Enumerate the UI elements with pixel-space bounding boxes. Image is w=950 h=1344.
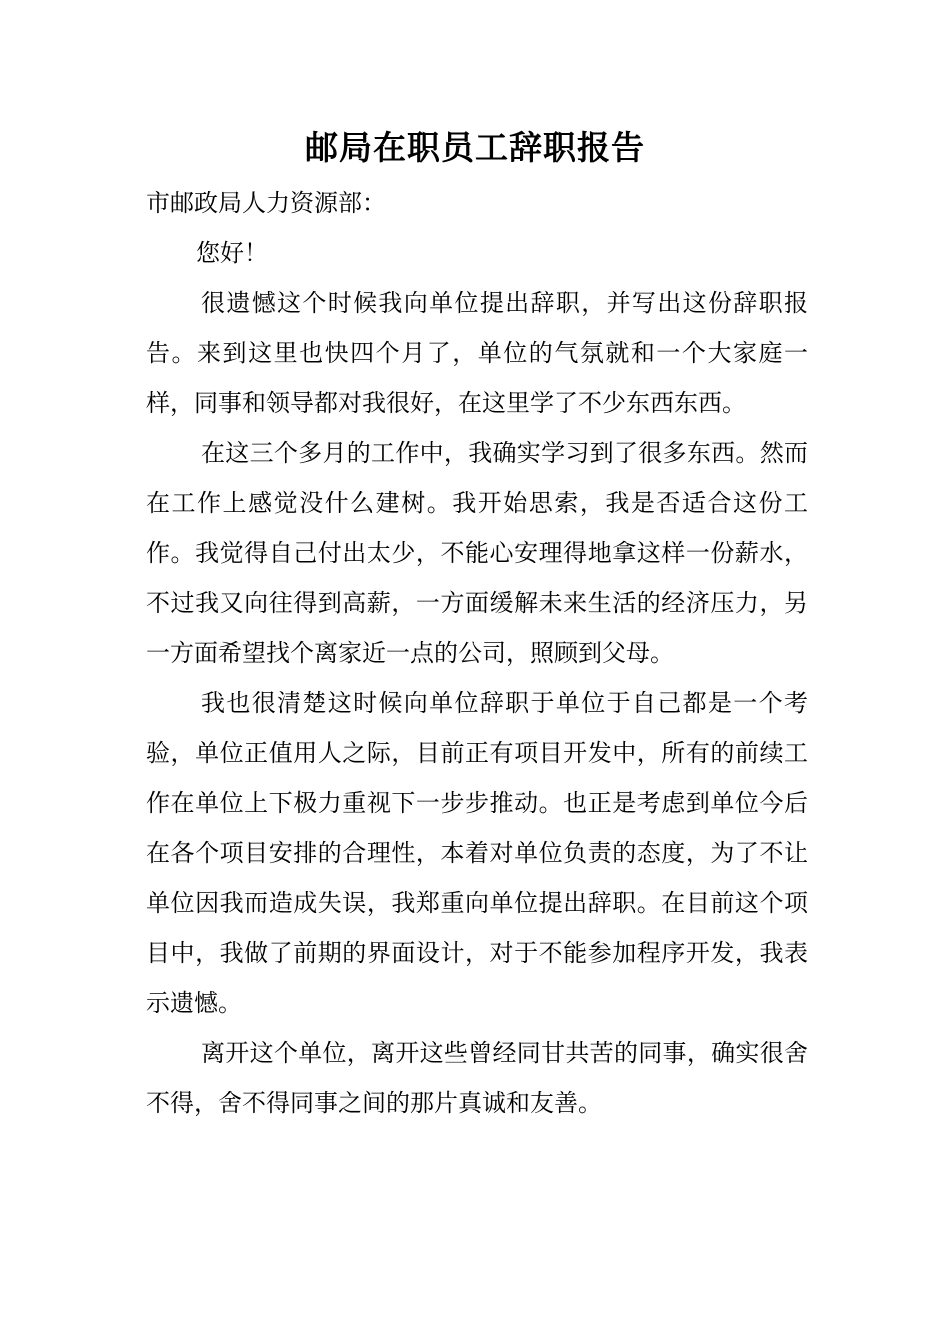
paragraph: 很遗憾这个时候我向单位提出辞职，并写出这份辞职报告。来到这里也快四个月了，单位的气氛就和一个大家庭一样，同事和领导都对我很好，在这里学了不少东西东西。 — [146, 289, 808, 417]
document-body — [146, 178, 808, 1128]
paragraph: 我也很清楚这时候向单位辞职于单位于自己都是一个考验，单位正值用人之际，目前正有项目开发中，所有的前续工作在单位上下极力重视下一步步推动。也正是考虑到单位今后在各个项目安排的合理性，本着对单位负责的态度，为了不让单位因我而造成失误，我郑重向单位提出辞职。在目前这个项目中，我做了前期的界面设计，对于不能参加程序开发，我表示遗憾。 — [146, 689, 808, 1017]
greeting: 您好！ — [196, 239, 268, 267]
paragraph: 在这三个多月的工作中，我确实学习到了很多东西。然而在工作上感觉没什么建树。我开始思索，我是否适合这份工作。我觉得自己付出太少，不能心安理得地拿这样一份薪水，不过我又向往得到高薪，一方面缓解未来生活的经济压力，另一方面希望找个离家近一点的公司，照顾到父母。 — [146, 439, 808, 667]
document-title: 邮局在职员工辞职报告 — [305, 128, 645, 167]
paragraph: 离开这个单位，离开这些曾经同甘共苦的同事，确实很舍不得，舍不得同事之间的那片真诚和友善。 — [146, 1039, 808, 1117]
salutation: 市邮政局人力资源部： — [146, 189, 386, 217]
